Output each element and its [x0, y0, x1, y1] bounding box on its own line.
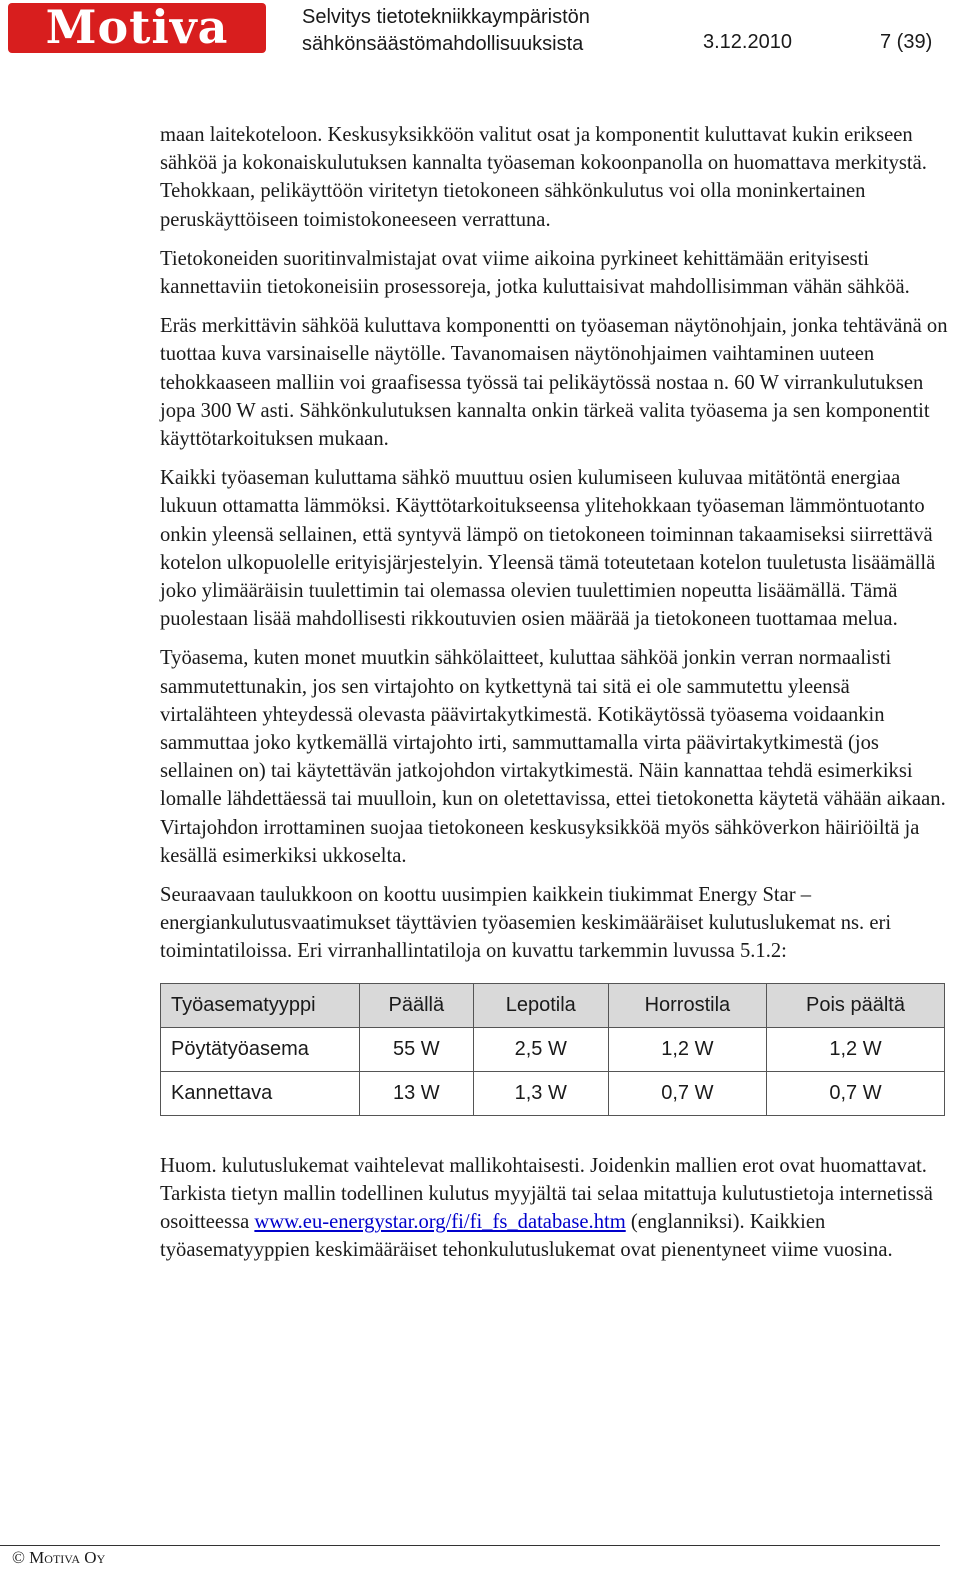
table-cell: Pöytätyöasema — [161, 1027, 360, 1071]
table-cell: Kannettava — [161, 1071, 360, 1115]
table-cell: 2,5 W — [473, 1027, 608, 1071]
column-header-off: Pois päältä — [766, 983, 944, 1027]
footer-copyright: © Motiva Oy — [12, 1548, 106, 1567]
table-row — [161, 1071, 945, 1115]
table-cell: 1,2 W — [766, 1027, 944, 1071]
note-paragraph — [160, 1152, 950, 1265]
table-cell: 0,7 W — [766, 1071, 944, 1115]
document-date: 3.12.2010 — [703, 31, 792, 53]
page-number: 7 (39) — [880, 31, 933, 53]
paragraph-3: Eräs merkittävin sähköä kuluttava komponentti on työaseman näytönohjain, jonka tehtävänä on tuottaa kuva varsinaiselle näytölle. Tavanomaisen näytönohjaimen vaihtaminen uuteen tehokkaaseen malliin voi graafisessa työssä tai pelikäytössä nostaa n. 60 W virrankulutuksen jopa 300 W asti. Sähkönkulutuksen kannalta onkin tärkeä valita työasema ja sen komponentit käyttötarkoituksen mukaan. — [160, 315, 948, 451]
motiva-logo — [8, 3, 266, 53]
document-title-line-2: sähkönsäästömahdollisuuksista — [302, 33, 584, 55]
column-header-sleep: Lepotila — [473, 983, 608, 1027]
column-header-on: Päällä — [360, 983, 474, 1027]
table-cell: 55 W — [360, 1027, 474, 1071]
table-cell: 0,7 W — [608, 1071, 766, 1115]
column-header-hibernate: Horrostila — [608, 983, 766, 1027]
table-row — [161, 1027, 945, 1071]
column-header-type: Työasematyyppi — [161, 983, 360, 1027]
paragraph-4: Kaikki työaseman kuluttama sähkö muuttuu osien kulumiseen kuluvaa mitätöntä energiaa lukuun ottamatta lämmöksi. Käyttötarkoitukseensa ylitehokkaan työaseman lämmöntuotanto onkin yleensä sellainen, että syntyvä lämpö on tietokoneen toiminnan takaamiseksi siirrettävä kotelon ulkopuolelle erityisjärjestelyin. Yleensä tämä toteutetaan kotelon tuuletusta lisäämällä joko ylimääräisin tuulettimin tai olemassa olevien tuulettimien nopeutta lisäämällä. Tämä puolestaan lisää mahdollisesti rikkoutuvien osien määrää ja tietokoneen tuottamaa melua. — [160, 467, 936, 631]
document-title-line-1: Selvitys tietotekniikkaympäristön — [302, 6, 590, 28]
table-cell: 1,2 W — [608, 1027, 766, 1071]
page-body — [160, 121, 950, 1276]
logo-text: Motiva — [45, 3, 229, 53]
document-title — [302, 4, 590, 58]
table-header-row — [161, 983, 945, 1027]
paragraph-5: Työasema, kuten monet muutkin sähkölaitteet, kuluttaa sähköä jonkin verran normaalisti sammutettunakin, jos sen virtajohto on kytkettynä tai sitä ei ole sammutettu yleensä virtalähteen yhteydessä olevasta päävirtakytkimestä. Kotikäytössä työasema voidaankin sammuttaa joko kytkemällä virtajohto irti, sammuttamalla virta päävirtakytkimestä (jos sellainen on) tai käytettävän jatkojohdon virtakytkimestä. Näin kannattaa tehdä esimerkiksi lomalle lähdettäessä tai muulloin, kun on oletettavissa, ettei tietokonetta käytetä vähään aikaan. Virtajohdon irrottaminen suojaa tietokoneen keskusyksikköä myös sähköverkon häiriöiltä ja kesällä esimerkiksi ukkoselta. — [160, 647, 946, 867]
energystar-database-link[interactable]: www.eu-energystar.org/fi/fi_fs_database.htm — [254, 1211, 626, 1234]
paragraph-6: Seuraavaan taulukkoon on koottu uusimpien kaikkein tiukimmat Energy Star –energiankulutusvaatimukset täyttävien työasemien keskimääräiset kulutuslukemat ns. eri toimintatiloissa. Eri virranhallintatiloja on kuvattu tarkemmin luvussa 5.1.2: — [160, 884, 892, 963]
note-text-after-link: (englanniksi). Kaikkien työasematyyppien keskimääräiset tehonkulutuslukemat ovat pienentyneet viime vuosina. — [160, 1211, 893, 1262]
paragraph-2: Tietokoneiden suoritinvalmistajat ovat viime aikoina pyrkineet kehittämään erityisesti kannettaviin tietokoneisiin prosessoreja, jotka kuluttaisivat mahdollisimman vähän sähköä. — [160, 247, 910, 299]
paragraph-1: maan laitekoteloon. Keskusyksikköön valitut osat ja komponentit kuluttavat kukin erikseen sähköä ja kokonaiskulutuksen kannalta työaseman kokoonpanolla on huomattava merkitystä. Tehokkaan, pelikäyttöön viritetyn tietokoneen sähkönkulutus voi olla moninkertainen peruskäyttöiseen toimistokoneeseen verrattuna. — [160, 124, 927, 231]
footer-divider — [0, 1545, 940, 1546]
note-text-before-link: Huom. kulutuslukemat vaihtelevat mallikohtaisesti. Joidenkin mallien erot ovat huomattavat. Tarkista tietyn mallin todellinen kulutus myyjältä tai selaa mitattuja kulutustietoja internetissä osoitteessa — [160, 1154, 933, 1234]
energy-consumption-table — [160, 983, 945, 1116]
table-cell: 13 W — [360, 1071, 474, 1115]
table-cell: 1,3 W — [473, 1071, 608, 1115]
